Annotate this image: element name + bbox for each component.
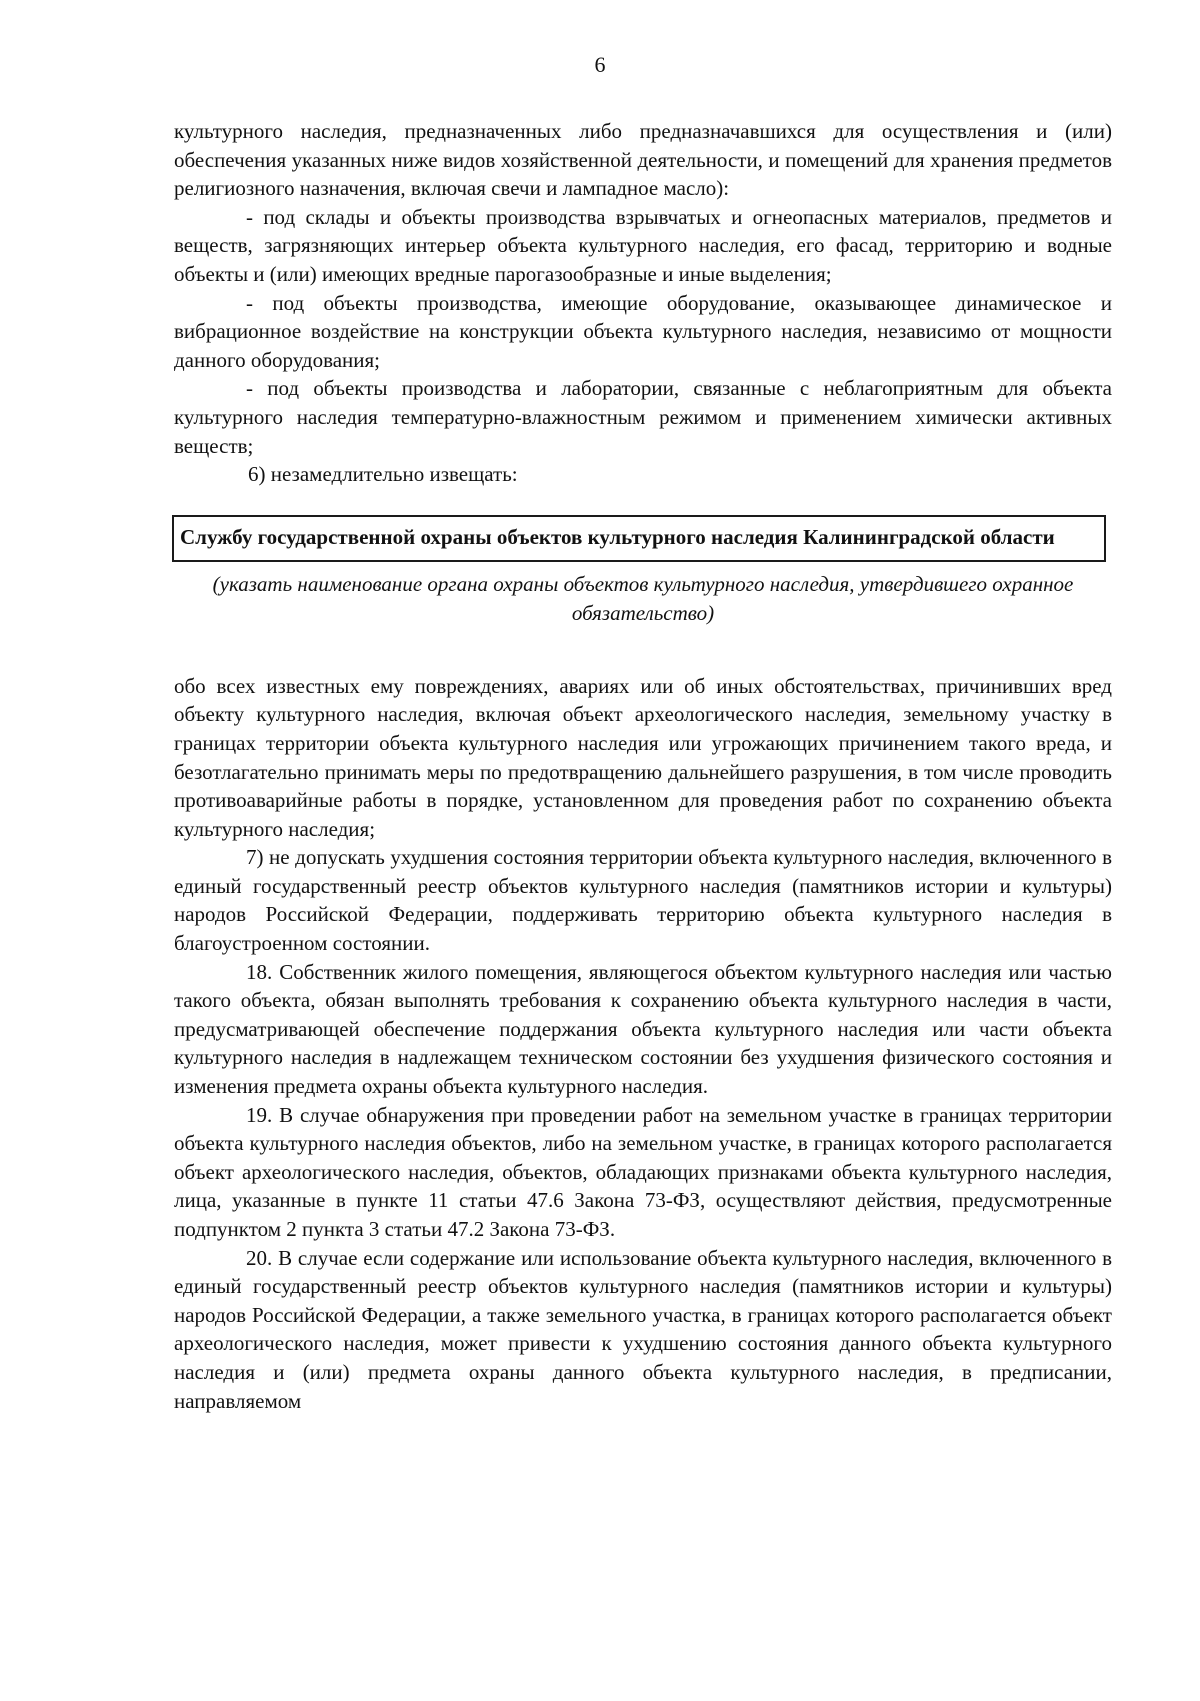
authority-name-box: Службу государственной охраны объектов культурного наследия Калининградской области — [172, 515, 1106, 562]
document-body — [174, 117, 1112, 1415]
paragraph-continuation: культурного наследия, предназначенных либо предназначавшихся для осуществления и (или) обеспечения указанных ниже видов хозяйственной деятельности, и помещений для хранения предметов религиозного назначения, включая свечи и лампадное масло): — [174, 119, 1112, 201]
spacer — [174, 628, 1112, 672]
clause-7-territory: 7) не допускать ухудшения состояния территории объекта культурного наследия, включенного в единый государственный реестр объектов культурного наследия (памятников истории и культуры) народов Российской Федерации, поддерживать территорию объекта культурного наследия в благоустроенном состоянии. — [174, 845, 1112, 956]
list-item-warehouses: - под склады и объекты производства взрывчатых и огнеопасных материалов, предметов и веществ, загрязняющих интерьер объекта культурного наследия, его фасад, территорию и водные объекты и (или) имеющих вредные парогазообразные и иные выделения; — [174, 204, 1112, 286]
clause-18-owner: 18. Собственник жилого помещения, являющегося объектом культурного наследия или частью такого объекта, обязан выполнять требования к сохранению объекта культурного наследия в части, предусматривающей обеспечение поддержания объекта культурного наследия или части объекта культурного наследия в надлежащем техническом состоянии без ухудшения физического состояния и изменения предмета охраны объекта культурного наследия. — [174, 959, 1112, 1099]
clause-6-notify: 6) незамедлительно извещать: — [248, 462, 518, 487]
authority-caption: (указать наименование органа охраны объектов культурного наследия, утвердившего охранное обязательство) — [212, 571, 1074, 625]
page-number: 6 — [594, 52, 606, 77]
clause-20-use: 20. В случае если содержание или использование объекта культурного наследия, включенного в единый государственный реестр объектов культурного наследия (памятников истории и культуры) народов Российской Федерации, а также земельного участка, в границах которого располагается объект археологического наследия, может привести к ухудшению состояния данного объекта культурного наследия и (или) предмета охраны данного объекта культурного наследия, в предписании, направляемом — [174, 1245, 1112, 1413]
list-item-laboratories: - под объекты производства и лаборатории, связанные с неблагоприятным для объекта культурного наследия температурно-влажностным режимом и применением химически активных веществ; — [174, 376, 1112, 458]
paragraph-damage-report: обо всех известных ему повреждениях, авариях или об иных обстоятельствах, причинивших вред объекту культурного наследия, включая объект археологического наследия, земельному участку в границах территории объекта культурного наследия или угрожающих причинением такого вреда, и безотлагательно принимать меры по предотвращению дальнейшего разрушения, в том числе проводить противоаварийные работы в порядке, установленном для проведения работ по сохранению объекта культурного наследия; — [174, 673, 1112, 841]
clause-19-discovery: 19. В случае обнаружения при проведении работ на земельном участке в границах территории объекта культурного наследия объектов, либо на земельном участке, в границах которого располагается объект археологического наследия, объектов, обладающих признаками объекта культурного наследия, лица, указанные в пункте 11 статьи 47.6 Закона 73-ФЗ, осуществляют действия, предусмотренные подпунктом 2 пункта 3 статьи 47.2 Закона 73-ФЗ. — [174, 1102, 1112, 1241]
list-item-vibration: - под объекты производства, имеющие оборудование, оказывающее динамическое и вибрационное воздействие на конструкции объекта культурного наследия, независимо от мощности данного оборудования; — [174, 290, 1112, 372]
